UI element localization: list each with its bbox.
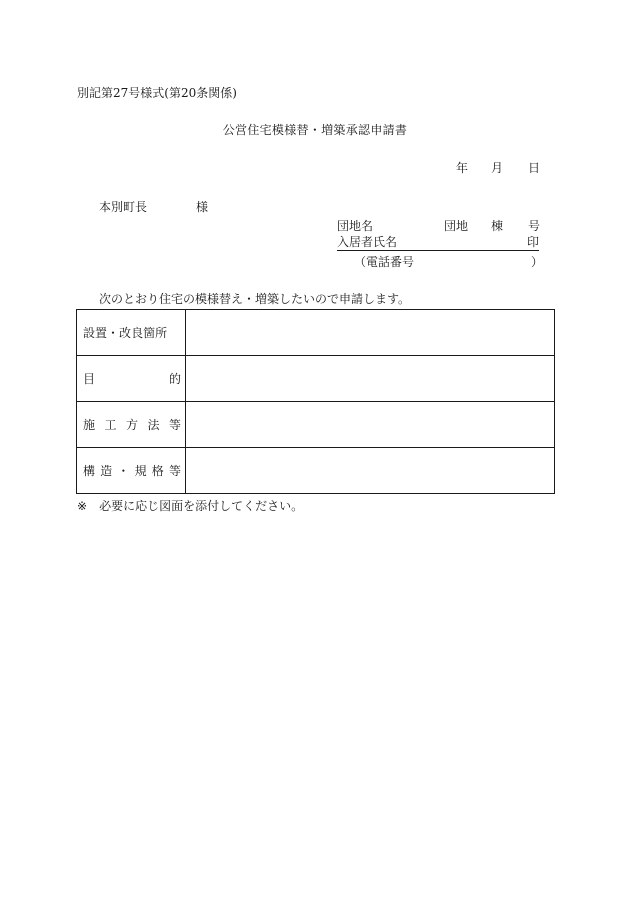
label-chars: 設 置 ・ 改 良 箇 所 (83, 325, 168, 340)
danchi-suffix-label: 団地 (444, 219, 469, 233)
table-row (77, 448, 555, 494)
label-chars: 施 工 方 法 等 (83, 417, 181, 432)
structure-value-cell[interactable] (186, 448, 555, 494)
form-number: 別記第27号様式(第20条関係) (77, 86, 237, 100)
seal-mark: 印 (526, 235, 539, 249)
note-mark: ※ (77, 499, 88, 513)
resident-name-line (337, 235, 539, 251)
row-label-structure (77, 448, 186, 494)
table-row (77, 402, 555, 448)
intro-text: 次のとおり住宅の模様替え・増築したいので申請します。 (99, 292, 411, 306)
row-label-method (77, 402, 186, 448)
method-value-cell[interactable] (186, 402, 555, 448)
phone-label: （電話番号 (354, 255, 415, 269)
location-value-cell[interactable] (186, 310, 555, 356)
row-label-purpose (77, 356, 186, 402)
number-suffix-label: 号 (528, 219, 541, 233)
date-day-label: 日 (528, 161, 541, 175)
addressee-honorific: 様 (196, 200, 209, 214)
attachment-note (77, 499, 303, 513)
danchi-name-label: 団地名 (337, 219, 374, 233)
label-chars: 構 造 ・ 規 格 等 (83, 463, 181, 478)
row-label-location (77, 310, 186, 356)
note-text: 必要に応じ図面を添付してください。 (99, 499, 304, 513)
building-suffix-label: 棟 (491, 219, 504, 233)
date-month-label: 月 (491, 161, 504, 175)
application-table (76, 309, 555, 494)
table-row (77, 356, 555, 402)
resident-name-label: 入居者氏名 (337, 235, 398, 249)
date-year-label: 年 (456, 161, 469, 175)
addressee-name: 本別町長 (99, 200, 148, 214)
label-chars: 目 的 (83, 371, 181, 386)
table-row (77, 310, 555, 356)
purpose-value-cell[interactable] (186, 356, 555, 402)
document-title: 公営住宅模様替・増築承認申請書 (222, 123, 408, 137)
phone-close-paren: ） (531, 255, 544, 269)
